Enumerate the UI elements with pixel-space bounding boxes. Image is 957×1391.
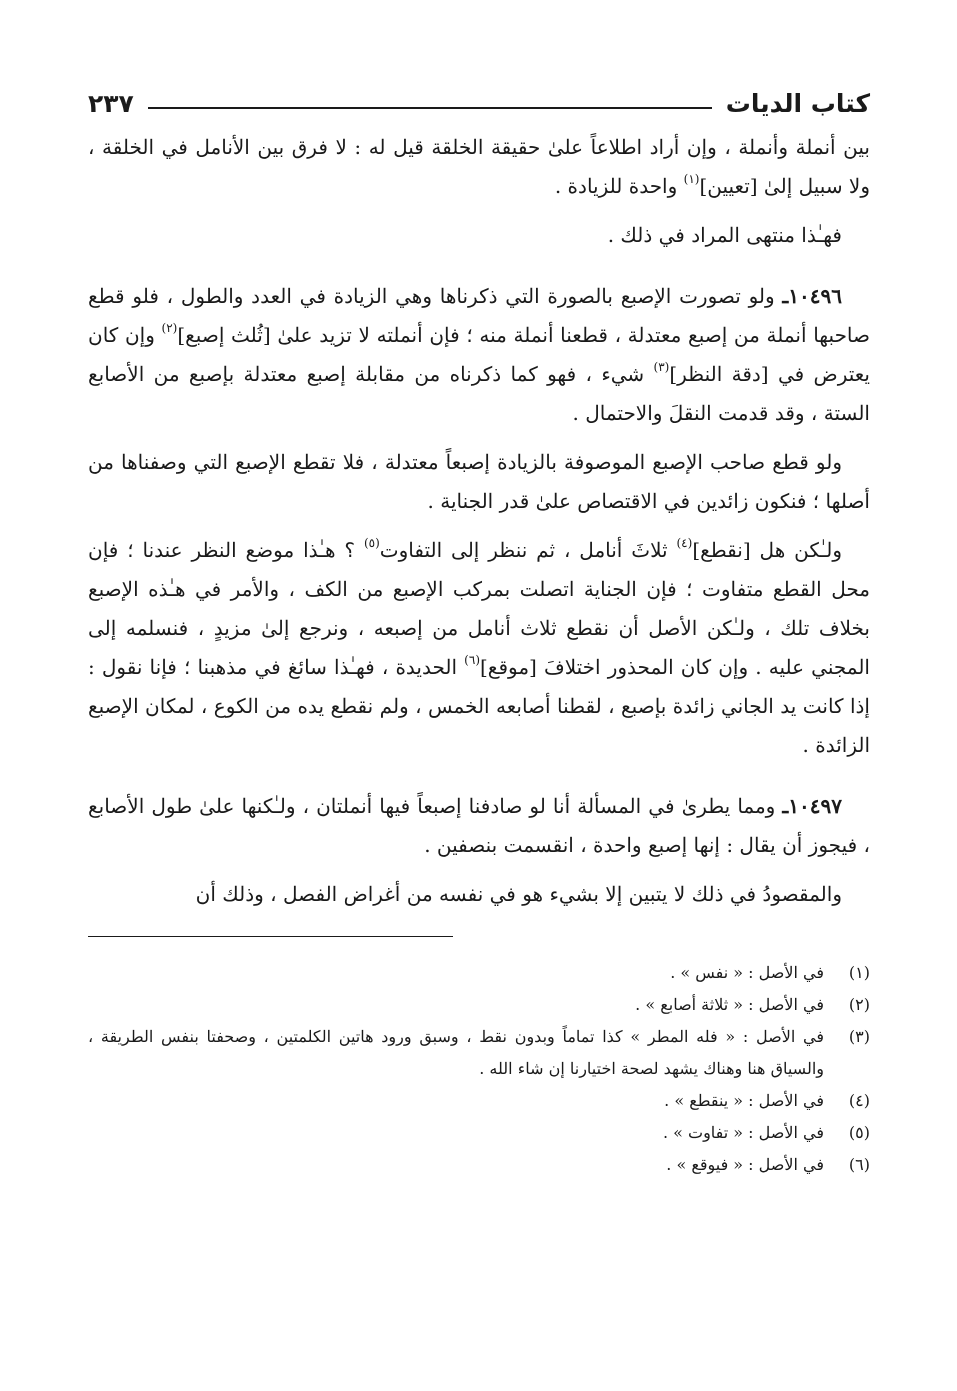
footnote-ref: (٦) bbox=[464, 653, 480, 668]
footnote: (٤) في الأصل : « ينقطع » . bbox=[664, 1091, 870, 1110]
header-rule bbox=[148, 107, 712, 109]
paragraph: والمقصودُ في ذلك لا يتبين إلا بشيء هو في نفسه من أغراض الفصل ، وذلك أن bbox=[195, 882, 842, 906]
footnote-ref: (٤) bbox=[676, 536, 693, 551]
footnote: (٦) في الأصل : « فيوقع » . bbox=[666, 1155, 870, 1174]
paragraph: ولو قطع صاحب الإصبع الموصوفة بالزيادة إصبعاً معتدلة ، فلا تقطع الإصبع التي وصفناها من أصلها ؛ فنكون زائدين في الاقتصاص علىٰ قدر الجناية . bbox=[88, 450, 870, 513]
paragraph-number: ١٠٤٩٧ـ bbox=[782, 794, 842, 818]
paragraph: ولـٰكن هل [نقطع]$^{(٤)}$ ثلاثَ أنامل ، ثم ننظر إلى التفاوت$^{(٥)}$ ؟ هـٰذا موضع النظر عندنا ؛ فإن محل القطع متفاوت ؛ فإن الجناية اتصلت بمركب الإصبع من الكف ، والأمر في هـٰذه الإصبع بخلاف تلك ، ولـٰكن الأصل أن نقطع ثلاث أنامل من إصبعه ، ونرجع إلىٰ مزيدٍ ، فنسلمه إلى المجني عليه . وإن كان المحذور اختلافَ [موقع]$^{(٦)}$ الحديدة ، فهـٰذا سائغ في مذهبنا ؛ فإنا نقول : إذا كانت يد الجاني زائدة بإصبع ، لقطنا أصابعه الخمس ، ولم نقطع يده من الكوع ، لمكان الإصبع الزائدة . bbox=[88, 536, 870, 757]
footnote-ref: (٢) bbox=[161, 321, 178, 336]
footnote-ref: (٣) bbox=[653, 360, 670, 375]
footnote-ref: (٥) bbox=[363, 536, 380, 551]
footnote: (٢) في الأصل : « ثلاثة أصابع » . bbox=[635, 995, 870, 1014]
footnote-ref: (١) bbox=[683, 172, 700, 187]
footnote: (١) في الأصل : « نفس » . bbox=[670, 963, 870, 982]
paragraph-numbered: ١٠٤٩٦ـ ولو تصورت الإصبع بالصورة التي ذكرناها وهي الزيادة في العدد والطول ، فلو قطع صاحبها أنملة من إصبع معتدلة ، قطعنا أنملة منه ؛ فإن أنملته لا تزيد علىٰ [ثُلث إصبع]$^{(٢)}$ وإن كان يعترض في [دقة النظر]$^{(٣)}$ شيء ، فهو كما ذكرناه من مقابلة إصبع معتدلة بإصبع من الأصابع الستة ، وقد قدمت النقلَ والاحتمال . bbox=[88, 284, 871, 425]
footnote-separator bbox=[88, 936, 870, 937]
paragraph: بين أنملة وأنملة ، وإن أراد اطلاعاً علىٰ حقيقة الخلقة قيل له : لا فرق بين الأنامل في الخلقة ، ولا سبيل إلىٰ [تعيين]$^{(١)}$ واحدة للزيادة . bbox=[88, 135, 870, 198]
book-page bbox=[88, 72, 870, 1362]
footnote: (٣) في الأصل : « فله المطر » كذا تماماً وبدون نقط ، وسبق ورود هاتين الكلمتين ، وصحفتا بنفس الطريقة ، والسياق هنا وهناك يشهد لصحة اختيارنا إن شاء الله . bbox=[88, 1027, 870, 1078]
paragraph-number: ١٠٤٩٦ـ bbox=[782, 284, 842, 308]
paragraph-numbered: ١٠٤٩٧ـ ومما يطرىٰ في المسألة أنا لو صادفنا إصبعاً فيها أنملتان ، ولـٰكنها علىٰ طول الأصابع ، فيجوز أن يقال : إنها إصبع واحدة ، انقسمت بنصفين . bbox=[88, 794, 870, 857]
running-header bbox=[88, 72, 870, 116]
footnote: (٥) في الأصل : « تفاوت » . bbox=[662, 1123, 870, 1142]
book-title: كتاب الديات bbox=[725, 89, 870, 118]
body-text bbox=[88, 128, 870, 914]
footnotes bbox=[88, 957, 870, 1181]
paragraph: فهـٰذا منتهى المراد في ذلك . bbox=[607, 223, 842, 247]
page-number: ٢٣٧ bbox=[88, 89, 134, 118]
